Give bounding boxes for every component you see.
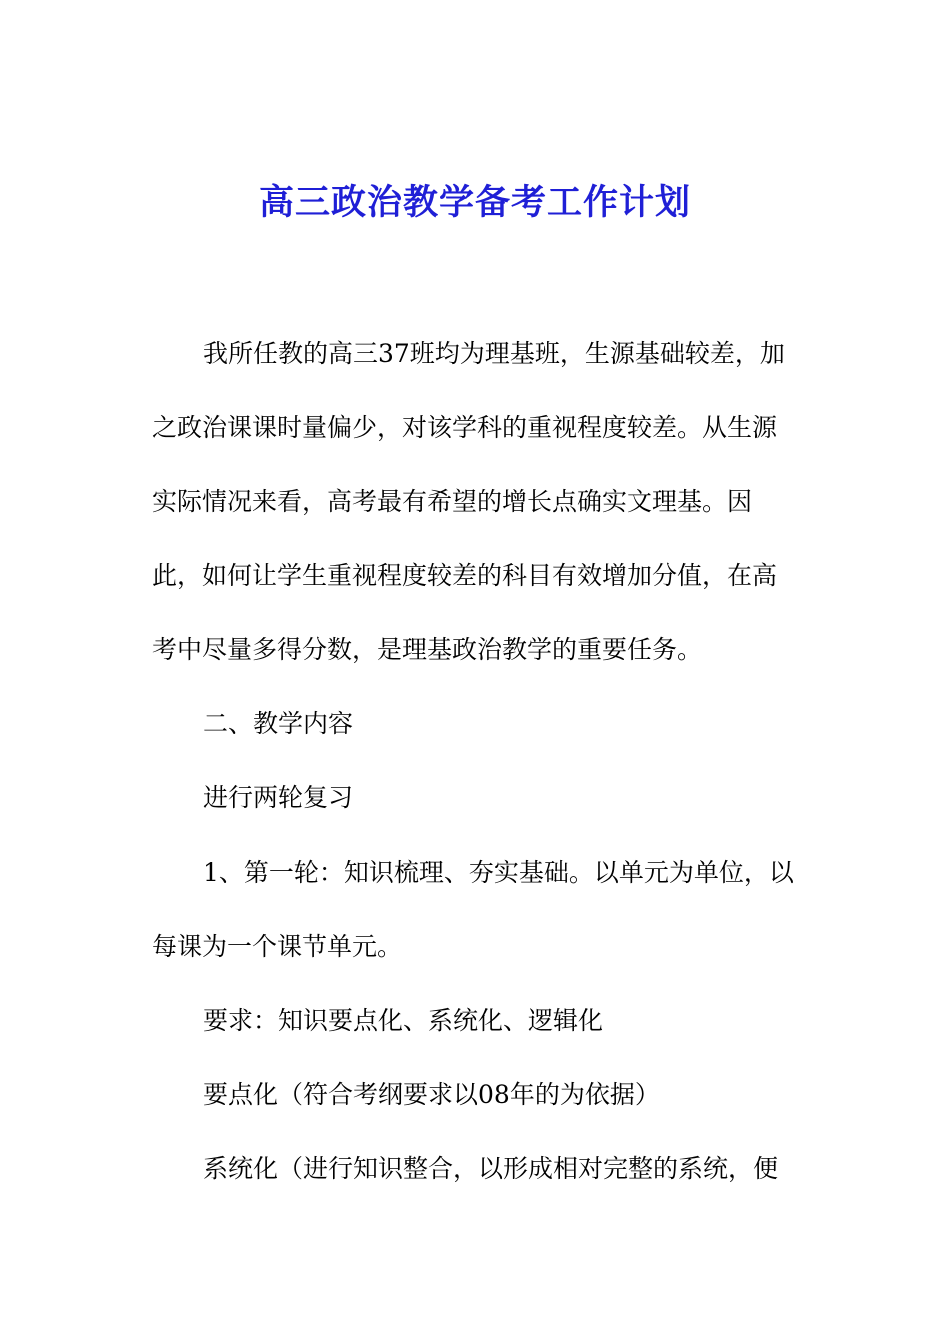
paragraph-line: 每课为一个课节单元。 (152, 932, 403, 961)
document-title: 高三政治教学备考工作计划 (258, 182, 691, 223)
paragraph-line: 实际情况来看，高考最有希望的增长点确实文理基。因 (152, 487, 753, 516)
paragraph-line: 要求：知识要点化、系统化、逻辑化 (203, 1006, 604, 1035)
paragraph-line: 我所任教的高三37班均为理基班，生源基础较差，加 (203, 339, 785, 368)
paragraph-line: 要点化（符合考纲要求以08年的为依据） (203, 1080, 660, 1109)
paragraph-line: 此，如何让学生重视程度较差的科目有效增加分值，在高 (152, 561, 778, 590)
paragraph-line: 1、第一轮：知识梳理、夯实基础。以单元为单位，以 (203, 858, 794, 887)
paragraph-line: 之政治课课时量偏少，对该学科的重视程度较差。从生源 (152, 413, 778, 442)
paragraph-line: 进行两轮复习 (203, 783, 354, 812)
paragraph-line: 系统化（进行知识整合，以形成相对完整的系统，便 (203, 1154, 779, 1183)
paragraph-line: 考中尽量多得分数，是理基政治教学的重要任务。 (152, 635, 703, 664)
section-heading: 二、教学内容 (203, 709, 354, 738)
